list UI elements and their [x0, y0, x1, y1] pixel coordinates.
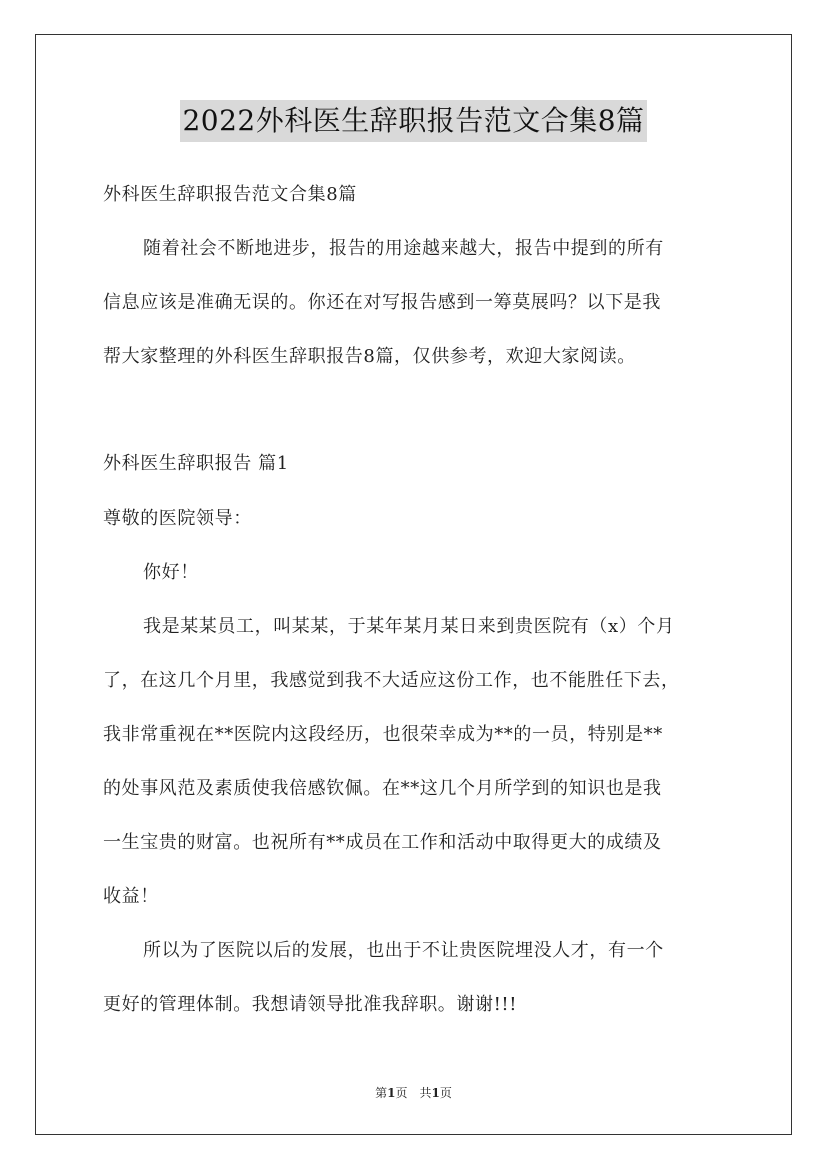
intro-line: 帮大家整理的外科医生辞职报告8篇，仅供参考，欢迎大家阅读。 [103, 346, 636, 367]
footer-suffix: 页 [439, 1086, 452, 1100]
footer-middle: 页 共 [395, 1086, 432, 1100]
body-line: 我是某某员工，叫某某，于某年某月某日来到贵医院有（x）个月 [143, 616, 675, 637]
body-line: 一生宝贵的财富。也祝所有**成员在工作和活动中取得更大的成绩及 [103, 832, 662, 853]
salutation: 尊敬的医院领导： [103, 508, 252, 529]
body-line: 所以为了医院以后的发展，也出于不让贵医院埋没人才，有一个 [143, 940, 664, 961]
footer-prefix: 第 [375, 1086, 388, 1100]
intro-line: 信息应该是准确无误的。你还在对写报告感到一筹莫展吗？以下是我 [103, 292, 661, 313]
footer-total-pages: 1 [431, 1086, 440, 1100]
body-line: 收益！ [103, 886, 159, 907]
footer-page-number: 1 [387, 1086, 396, 1100]
intro-line: 随着社会不断地进步，报告的用途越来越大，报告中提到的所有 [143, 238, 664, 259]
body-line: 的处事风范及素质使我倍感钦佩。在**这几个月所学到的知识也是我 [103, 778, 662, 799]
section-heading: 外科医生辞职报告 篇1 [103, 453, 289, 474]
page-footer [0, 1084, 827, 1101]
body-line: 我非常重视在**医院内这段经历，也很荣幸成为**的一员，特别是** [103, 724, 663, 745]
title-container [0, 100, 827, 142]
body-line: 了，在这几个月里，我感觉到我不大适应这份工作，也不能胜任下去， [103, 670, 680, 691]
document-title: 2022外科医生辞职报告范文合集8篇 [180, 100, 646, 142]
body-line: 更好的管理体制。我想请领导批准我辞职。谢谢!!! [103, 994, 518, 1015]
greeting: 你好！ [143, 562, 199, 583]
document-subtitle: 外科医生辞职报告范文合集8篇 [103, 184, 357, 205]
